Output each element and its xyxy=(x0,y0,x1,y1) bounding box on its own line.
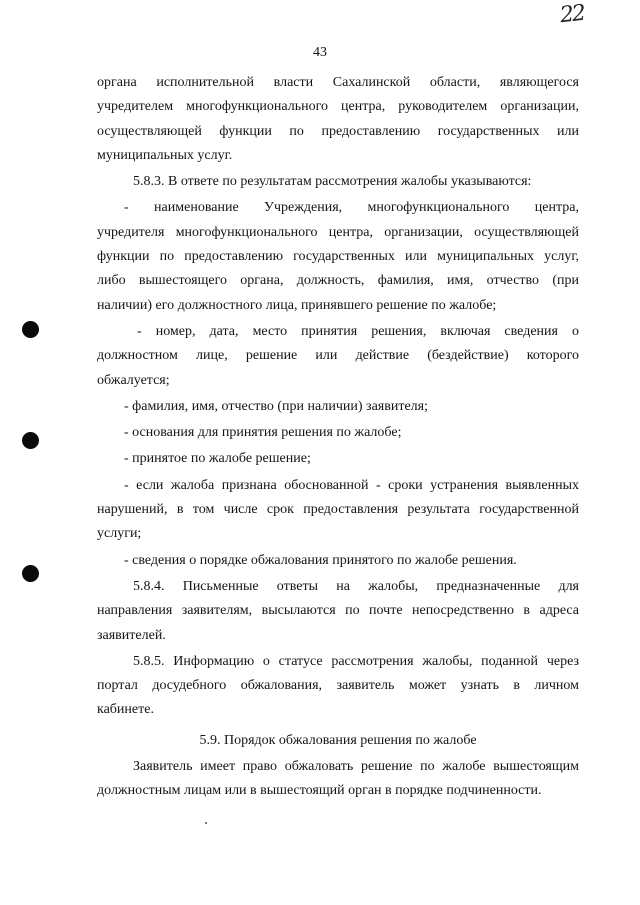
text-line: услуги; xyxy=(97,526,142,542)
text-line: функции по предоставлению государственных или муниципальных услуг, xyxy=(97,249,579,265)
text-line: осуществляющей функции по предоставлению государственных или xyxy=(97,123,579,139)
list-item-appeal-info: - сведения о порядке обжалования принятого по жалобе решения. xyxy=(124,552,517,568)
list-item-grounds: - основания для принятия решения по жалобе; xyxy=(124,425,402,441)
punch-hole-3 xyxy=(22,565,39,582)
text-line: должностном лице, решение или действие (бездействие) которого xyxy=(97,348,579,364)
text-line: органа исполнительной власти Сахалинской области, являющегося xyxy=(97,75,579,90)
handwritten-page-mark: 22 xyxy=(558,0,586,29)
page-number: 43 xyxy=(313,45,327,60)
text-line: направления заявителям, высылаются по почте непосредственно в адреса xyxy=(97,603,579,619)
list-item-name: - наименование Учреждения, многофункционального центра, xyxy=(124,200,579,216)
clause-5-8-4: 5.8.4. Письменные ответы на жалобы, предназначенные для xyxy=(133,578,579,594)
list-item-justified: - если жалоба признана обоснованной - сроки устранения выявленных xyxy=(124,477,579,493)
text-line: наличии) его должностного лица, принявшего решение по жалобе; xyxy=(97,297,497,313)
document-body xyxy=(97,71,579,804)
list-item-applicant: - фамилия, имя, отчество (при наличии) заявителя; xyxy=(124,398,428,414)
list-item-number: - номер, дата, место принятия решения, включая сведения о xyxy=(137,323,579,339)
text-line: муниципальных услуг. xyxy=(97,147,233,163)
text-line: должностным лицам или в вышестоящий орган в порядке подчиненности. xyxy=(97,783,542,799)
clause-5-8-5: 5.8.5. Информацию о статусе рассмотрения жалобы, поданной через xyxy=(133,653,579,669)
text-line: либо вышестоящего органа, должность, фамилия, имя, отчество (при xyxy=(97,273,579,289)
scan-speck xyxy=(205,822,207,824)
text-line: учредителя многофункционального центра, организации, осуществляющей xyxy=(97,224,579,240)
section-heading-5-9: 5.9. Порядок обжалования решения по жалобе xyxy=(199,732,477,748)
punch-hole-1 xyxy=(22,321,39,338)
text-line: обжалуется; xyxy=(97,372,170,388)
text-line: нарушений, в том числе срок предоставления результата государственной xyxy=(97,502,579,518)
appeal-right-paragraph: Заявитель имеет право обжаловать решение по жалобе вышестоящим xyxy=(133,759,579,775)
text-line: портал досудебного обжалования, заявитель может узнать в личном xyxy=(97,678,579,694)
list-item-decision: - принятое по жалобе решение; xyxy=(124,451,311,467)
text-line: заявителей. xyxy=(97,627,166,643)
clause-5-8-3: 5.8.3. В ответе по результатам рассмотрения жалобы указываются: xyxy=(133,174,532,190)
punch-hole-2 xyxy=(22,432,39,449)
text-line: учредителем многофункционального центра, руководителем организации, xyxy=(97,99,579,115)
text-line: кабинете. xyxy=(97,702,154,718)
